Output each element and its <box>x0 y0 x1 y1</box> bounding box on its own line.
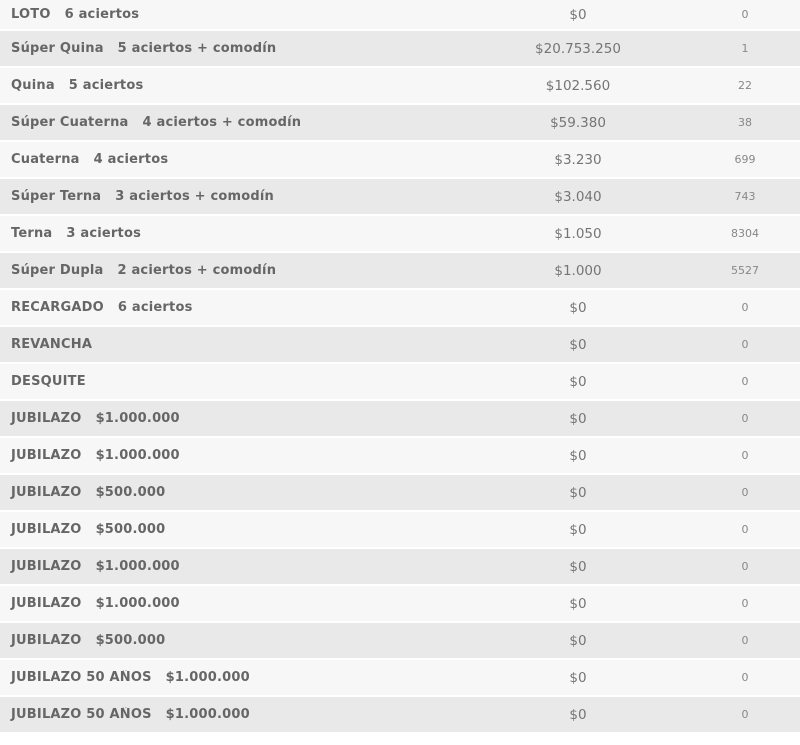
category-name: RECARGADO <box>11 300 104 315</box>
category-name: Súper Dupla <box>11 263 104 278</box>
category-cell <box>0 633 456 648</box>
winners-count: 0 <box>741 412 749 425</box>
winners-count: 0 <box>741 634 749 647</box>
category-cell <box>0 152 456 167</box>
category-name: Súper Quina <box>11 41 104 56</box>
prize-row <box>0 364 800 401</box>
category-name: Súper Terna <box>11 189 102 204</box>
prize-amount: $3.230 <box>554 151 602 168</box>
category-detail: $1.000.000 <box>95 559 180 574</box>
prize-amount: $1.050 <box>554 225 602 242</box>
category-name: JUBILAZO 50 AÑOS <box>11 707 152 722</box>
winners-count: 0 <box>741 523 749 536</box>
prize-row <box>0 438 800 475</box>
prize-row <box>0 290 800 327</box>
prize-amount: $102.560 <box>545 77 611 94</box>
prize-amount: $20.753.250 <box>535 40 621 57</box>
category-detail: $1.000.000 <box>165 707 250 722</box>
winners-count: 0 <box>741 338 749 351</box>
category-cell <box>0 559 456 574</box>
category-name: DESQUITE <box>11 374 86 389</box>
prize-row <box>0 623 800 660</box>
category-cell <box>0 226 456 241</box>
prize-amount: $0 <box>569 410 587 427</box>
category-cell <box>0 7 456 22</box>
prize-row <box>0 68 800 105</box>
category-name: Súper Cuaterna <box>11 115 129 130</box>
category-cell <box>0 300 456 315</box>
category-detail: 3 aciertos <box>66 226 142 241</box>
prize-amount: $0 <box>569 373 587 390</box>
category-name: Quina <box>11 78 55 93</box>
category-detail: $1.000.000 <box>95 448 180 463</box>
category-name: JUBILAZO <box>11 559 82 574</box>
prize-amount: $1.000 <box>554 262 602 279</box>
category-name: JUBILAZO 50 AÑOS <box>11 670 152 685</box>
category-name: REVANCHA <box>11 337 93 352</box>
prize-amount: $3.040 <box>554 188 602 205</box>
category-detail: $1.000.000 <box>95 596 180 611</box>
winners-count: 743 <box>734 190 756 203</box>
prize-row <box>0 31 800 68</box>
category-detail: 4 aciertos <box>93 152 169 167</box>
prize-amount: $0 <box>569 558 587 575</box>
winners-count: 0 <box>741 375 749 388</box>
category-cell <box>0 411 456 426</box>
category-detail: $500.000 <box>95 485 166 500</box>
winners-count: 38 <box>738 116 752 129</box>
prize-amount: $0 <box>569 6 587 23</box>
category-detail: 4 aciertos + comodín <box>142 115 302 130</box>
prize-amount: $0 <box>569 447 587 464</box>
prize-row <box>0 216 800 253</box>
category-cell <box>0 522 456 537</box>
category-name: JUBILAZO <box>11 485 82 500</box>
category-cell <box>0 115 456 130</box>
prize-amount: $0 <box>569 484 587 501</box>
category-cell <box>0 485 456 500</box>
category-detail: 6 aciertos <box>64 7 140 22</box>
prize-amount: $0 <box>569 706 587 723</box>
prize-row <box>0 327 800 364</box>
winners-count: 8304 <box>731 227 759 240</box>
prize-row <box>0 475 800 512</box>
prize-amount: $0 <box>569 669 587 686</box>
category-cell <box>0 263 456 278</box>
category-cell <box>0 374 456 389</box>
winners-count: 22 <box>738 79 752 92</box>
winners-count: 0 <box>741 8 749 21</box>
winners-count: 0 <box>741 449 749 462</box>
category-name: JUBILAZO <box>11 448 82 463</box>
category-detail: 6 aciertos <box>117 300 193 315</box>
category-cell <box>0 707 456 722</box>
category-name: JUBILAZO <box>11 596 82 611</box>
category-cell <box>0 448 456 463</box>
category-detail: 3 aciertos + comodín <box>115 189 274 204</box>
prize-row <box>0 179 800 216</box>
category-name: Cuaterna <box>11 152 80 167</box>
category-cell <box>0 189 456 204</box>
prize-amount: $0 <box>569 336 587 353</box>
prize-row <box>0 142 800 179</box>
winners-count: 0 <box>741 486 749 499</box>
prize-amount: $0 <box>569 632 587 649</box>
category-detail: 5 aciertos <box>68 78 144 93</box>
prize-amount: $0 <box>569 299 587 316</box>
category-cell <box>0 41 456 56</box>
winners-count: 0 <box>741 597 749 610</box>
category-detail: $1.000.000 <box>95 411 180 426</box>
category-name: JUBILAZO <box>11 633 82 648</box>
winners-count: 5527 <box>731 264 759 277</box>
category-cell <box>0 596 456 611</box>
winners-count: 0 <box>741 560 749 573</box>
category-detail: 2 aciertos + comodín <box>117 263 277 278</box>
category-detail: 5 aciertos + comodín <box>117 41 277 56</box>
category-cell <box>0 670 456 685</box>
prize-amount: $0 <box>569 595 587 612</box>
category-detail: $1.000.000 <box>165 670 250 685</box>
category-name: JUBILAZO <box>11 522 82 537</box>
prize-row <box>0 401 800 438</box>
prize-row <box>0 253 800 290</box>
prize-row <box>0 660 800 697</box>
prize-row <box>0 586 800 623</box>
category-detail: $500.000 <box>95 522 166 537</box>
category-name: Terna <box>11 226 53 241</box>
prize-row <box>0 105 800 142</box>
category-name: LOTO <box>11 7 51 22</box>
winners-count: 0 <box>741 671 749 684</box>
winners-count: 1 <box>741 42 749 55</box>
winners-count: 699 <box>734 153 756 166</box>
category-detail: $500.000 <box>95 633 166 648</box>
prize-amount: $0 <box>569 521 587 538</box>
winners-count: 0 <box>741 708 749 721</box>
category-cell <box>0 78 456 93</box>
prize-row <box>0 0 800 31</box>
category-name: JUBILAZO <box>11 411 82 426</box>
winners-count: 0 <box>741 301 749 314</box>
category-cell <box>0 337 456 352</box>
prize-amount: $59.380 <box>550 114 606 131</box>
prize-row <box>0 549 800 586</box>
prize-row <box>0 512 800 549</box>
prize-row <box>0 697 800 734</box>
